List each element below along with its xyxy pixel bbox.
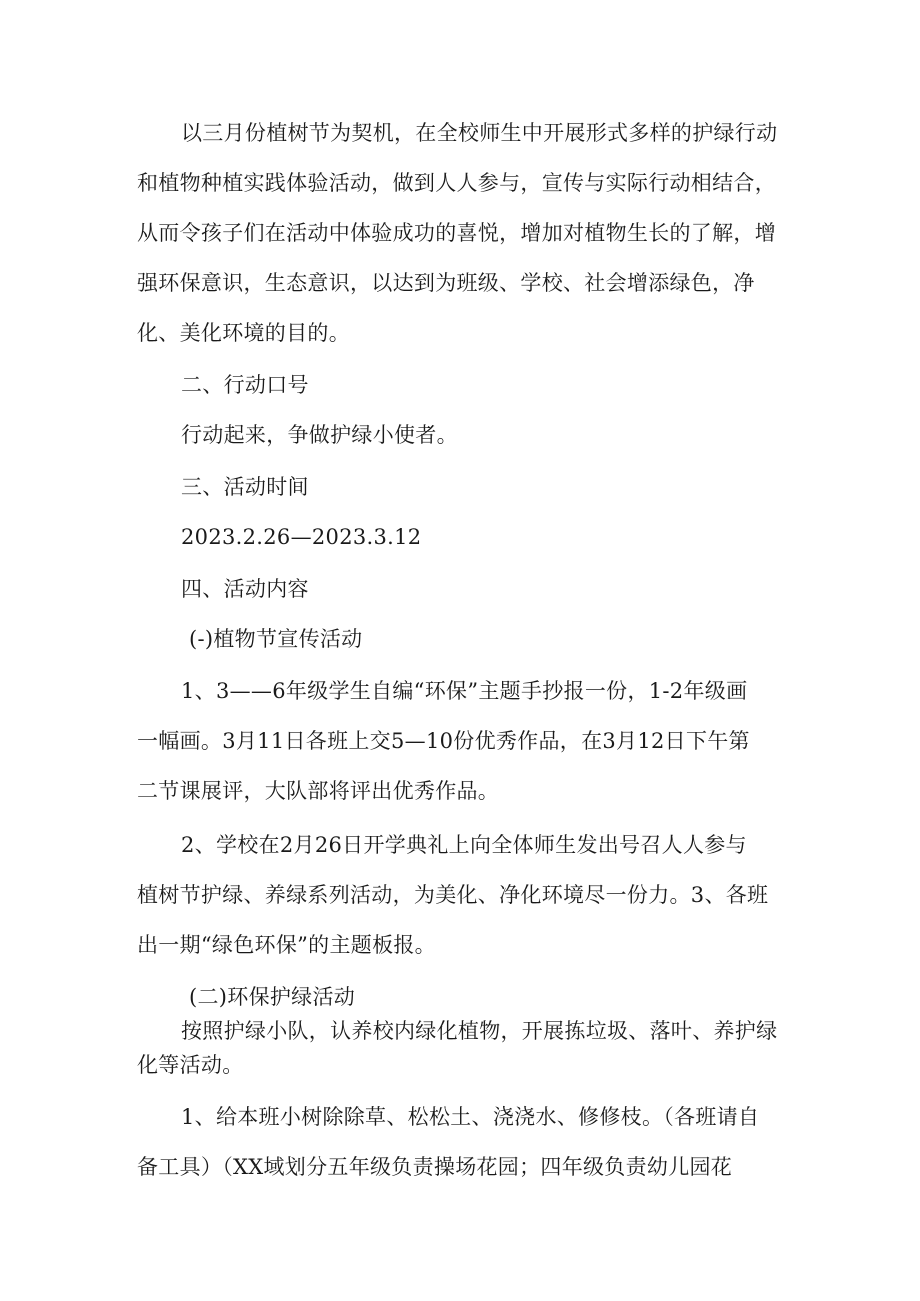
promotion-item-1-line-1: 1、3——6年级学生自编“环保”主题手抄报一份，1-2年级画 [181, 679, 748, 703]
intro-line-1: 以三月份植树节为契机，在全校师生中开展形式多样的护绿行动 [181, 121, 778, 145]
section-heading-time: 三、活动时间 [181, 475, 309, 499]
promotion-item-2-line-2: 植树节护绿、养绿系列活动，为美化、净化环境尽一份力。3、各班 [137, 883, 769, 907]
section-heading-slogan: 二、行动口号 [181, 373, 309, 397]
slogan-text: 行动起来，争做护绿小使者。 [181, 423, 458, 447]
greening-intro-line-2: 化等活动。 [137, 1053, 244, 1077]
intro-line-4: 强环保意识，生态意识，以达到为班级、学校、社会增添绿色，净 [137, 271, 755, 295]
intro-line-3: 从而令孩子们在活动中体验成功的喜悦，增加对植物生长的了解，增 [137, 221, 776, 245]
section-heading-content: 四、活动内容 [181, 577, 309, 601]
promotion-item-1-line-2: 一幅画。3月11日各班上交5—10份优秀作品，在3月12日下午第 [137, 729, 750, 753]
greening-item-1-line-1: 1、给本班小树除除草、松松土、浇浇水、修修枝。（各班请自 [181, 1105, 760, 1129]
greening-intro-line-1: 按照护绿小队，认养校内绿化植物，开展拣垃圾、落叶、养护绿 [181, 1019, 778, 1043]
intro-line-5: 化、美化环境的目的。 [137, 321, 350, 345]
promotion-item-1-line-3: 二节课展评，大队部将评出优秀作品。 [137, 779, 500, 803]
subsection-heading-promotion: (-)植物节宣传活动 [189, 627, 363, 651]
promotion-item-2-line-3: 出一期“绿色环保”的主题板报。 [137, 933, 436, 957]
greening-item-1-line-2: 备工具）（XX域划分五年级负责操场花园；四年级负责幼儿园花 [137, 1155, 733, 1179]
time-text: 2023.2.26—2023.3.12 [181, 525, 422, 549]
subsection-heading-greening: (二)环保护绿活动 [189, 985, 356, 1009]
intro-line-2: 和植物种植实践体验活动，做到人人参与，宣传与实际行动相结合， [137, 171, 776, 195]
promotion-item-2-line-1: 2、学校在2月26日开学典礼上向全体师生发出号召人人参与 [181, 833, 747, 857]
